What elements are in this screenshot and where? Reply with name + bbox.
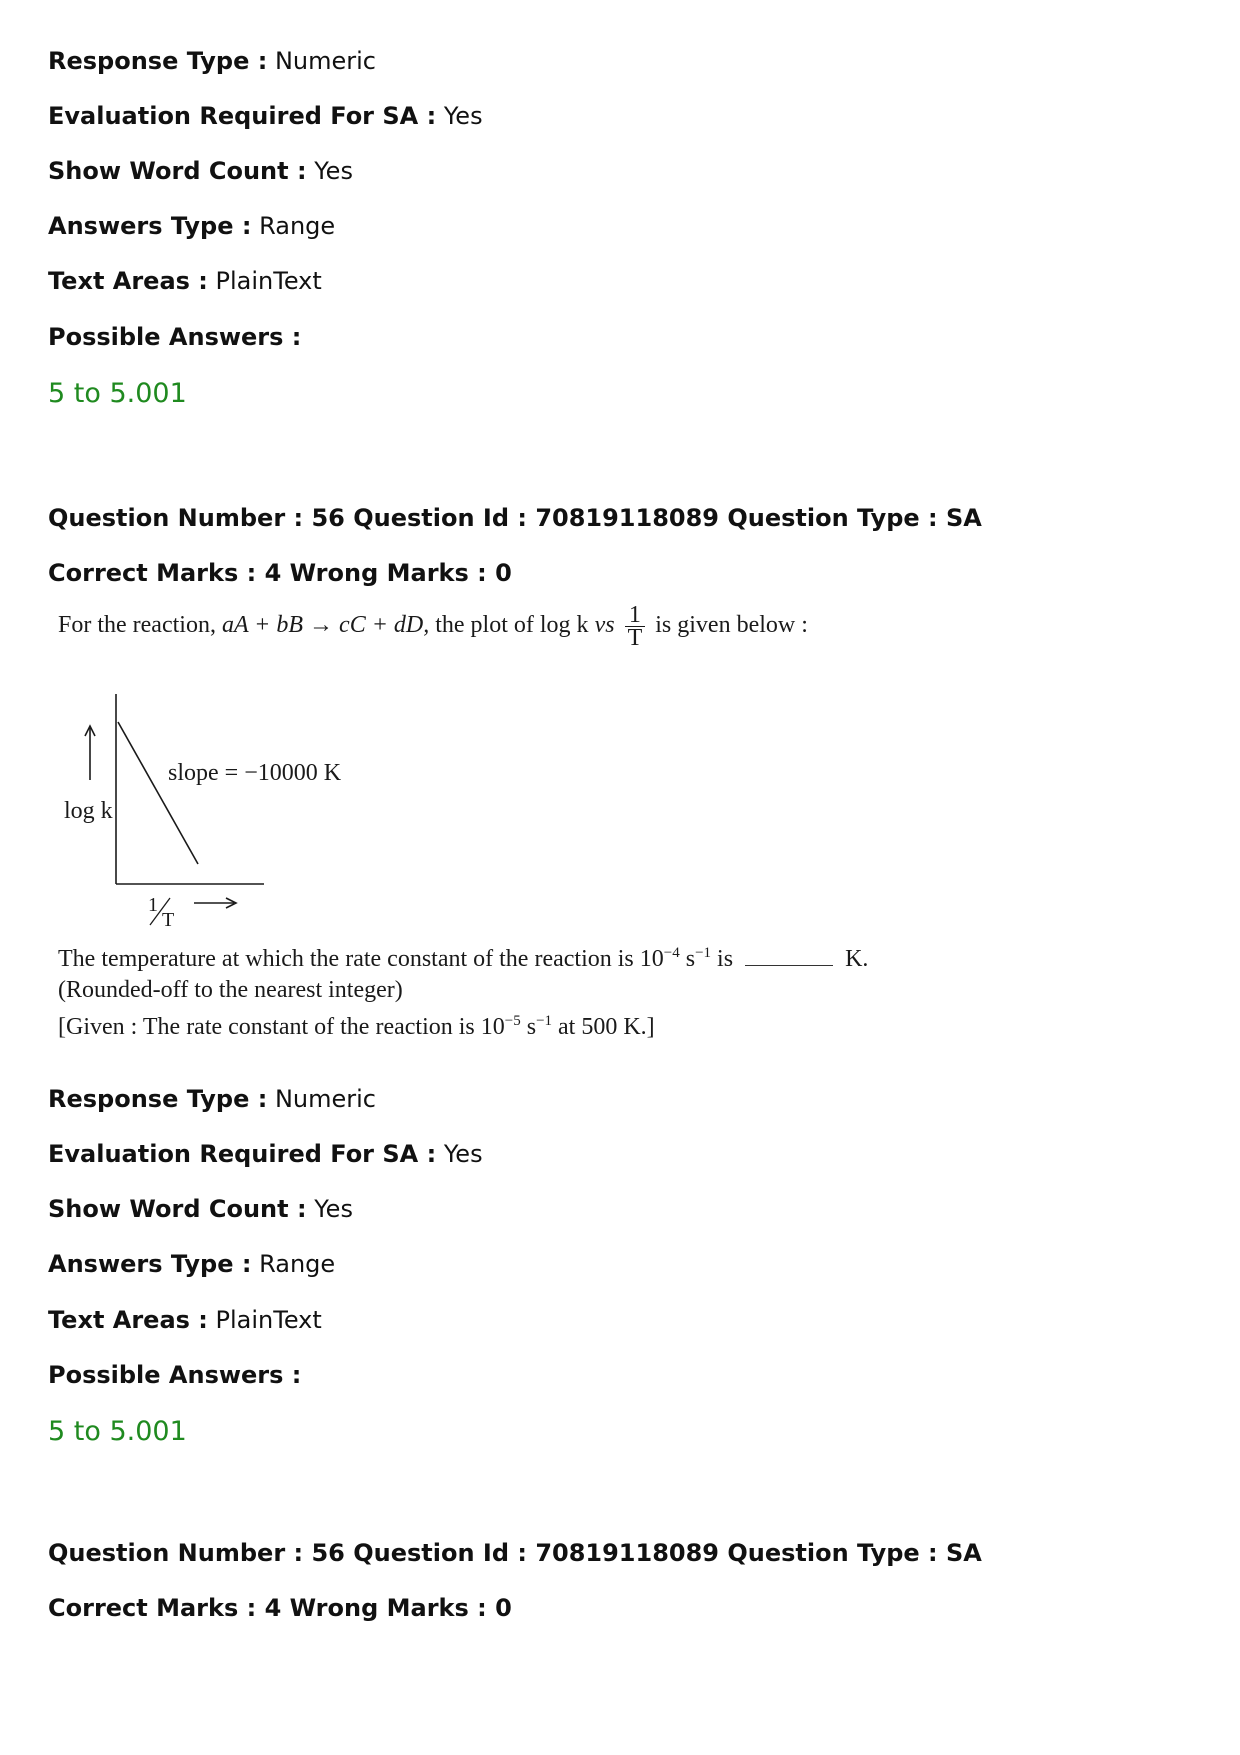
show-word-count-value: Yes bbox=[314, 1195, 353, 1223]
temperature-exponent-1: −4 bbox=[663, 945, 680, 961]
answers-type-label: Answers Type : bbox=[48, 212, 252, 240]
text-areas-row bbox=[48, 1305, 322, 1335]
response-type-row bbox=[48, 46, 376, 76]
text-areas-value: PlainText bbox=[215, 1306, 322, 1334]
given-suffix: at 500 K.] bbox=[558, 1014, 655, 1040]
given-line bbox=[58, 1013, 655, 1041]
possible-answer-value: 5 to 5.001 bbox=[48, 1416, 187, 1447]
response-type-value: Numeric bbox=[274, 47, 376, 75]
possible-answers-row bbox=[48, 1360, 301, 1390]
stem-prefix: For the reaction, bbox=[58, 612, 216, 639]
temperature-exponent-2: −1 bbox=[695, 945, 712, 961]
temperature-is: is bbox=[717, 946, 734, 972]
x-axis-label-denominator: T bbox=[162, 909, 175, 931]
slope-line bbox=[118, 722, 198, 864]
temperature-unit-k: K. bbox=[845, 946, 869, 972]
answers-type-row bbox=[48, 211, 335, 241]
evaluation-required-value: Yes bbox=[443, 102, 483, 130]
temperature-unit: s bbox=[685, 946, 696, 972]
response-type-label: Response Type : bbox=[48, 47, 268, 75]
evaluation-required-row bbox=[48, 1139, 483, 1169]
reaction-equation: aA + bB → cC + dD, bbox=[221, 612, 430, 639]
evaluation-required-label: Evaluation Required For SA : bbox=[48, 1140, 437, 1168]
answers-type-label: Answers Type : bbox=[48, 1250, 252, 1278]
stem-middle: the plot of log k bbox=[435, 612, 589, 639]
inverse-temperature-fraction: $\frac{1}{T}$ bbox=[625, 604, 646, 649]
evaluation-required-label: Evaluation Required For SA : bbox=[48, 102, 437, 130]
given-exponent-1: −5 bbox=[504, 1013, 521, 1029]
text-areas-label: Text Areas : bbox=[48, 267, 208, 295]
stem-line bbox=[58, 604, 808, 649]
rounding-note: (Rounded-off to the nearest integer) bbox=[58, 977, 403, 1003]
given-unit: s bbox=[526, 1014, 537, 1040]
possible-answer-value: 5 to 5.001 bbox=[48, 378, 187, 409]
next-question-marks: Correct Marks : 4 Wrong Marks : 0 bbox=[48, 1594, 512, 1622]
stem-suffix: is given below : bbox=[655, 612, 808, 639]
x-axis-label-numerator: 1 bbox=[148, 894, 158, 916]
text-areas-label: Text Areas : bbox=[48, 1306, 208, 1334]
log-k-plot bbox=[56, 688, 376, 948]
given-prefix: [Given : The rate constant of the reaction is 10 bbox=[58, 1014, 505, 1040]
temperature-question-line bbox=[58, 945, 868, 973]
text-areas-value: PlainText bbox=[215, 267, 322, 295]
answer-blank bbox=[745, 965, 833, 966]
y-axis-label: log k bbox=[64, 798, 113, 824]
temperature-prefix: The temperature at which the rate constant of the reaction is 10 bbox=[58, 946, 664, 972]
evaluation-required-value: Yes bbox=[443, 1140, 483, 1168]
question-stem bbox=[56, 596, 956, 1056]
question-header: Question Number : 56 Question Id : 70819118089 Question Type : SA bbox=[48, 504, 982, 532]
vs-text: vs bbox=[594, 612, 615, 639]
response-type-row bbox=[48, 1084, 376, 1114]
answers-type-value: Range bbox=[259, 212, 336, 240]
possible-answers-label: Possible Answers : bbox=[48, 323, 302, 351]
answers-type-value: Range bbox=[259, 1250, 336, 1278]
text-areas-row bbox=[48, 266, 322, 296]
question-marks: Correct Marks : 4 Wrong Marks : 0 bbox=[48, 559, 512, 587]
show-word-count-label: Show Word Count : bbox=[48, 1195, 307, 1223]
show-word-count-label: Show Word Count : bbox=[48, 157, 307, 185]
response-type-label: Response Type : bbox=[48, 1085, 268, 1113]
answers-type-row bbox=[48, 1249, 335, 1279]
response-type-value: Numeric bbox=[274, 1085, 376, 1113]
possible-answers-row bbox=[48, 322, 301, 352]
show-word-count-row bbox=[48, 156, 353, 186]
evaluation-required-row bbox=[48, 101, 483, 131]
next-question-header: Question Number : 56 Question Id : 70819118089 Question Type : SA bbox=[48, 1539, 982, 1567]
show-word-count-row bbox=[48, 1194, 353, 1224]
given-exponent-2: −1 bbox=[536, 1013, 553, 1029]
possible-answers-label: Possible Answers : bbox=[48, 1361, 302, 1389]
show-word-count-value: Yes bbox=[314, 157, 353, 185]
slope-label: slope = −10000 K bbox=[168, 760, 342, 786]
